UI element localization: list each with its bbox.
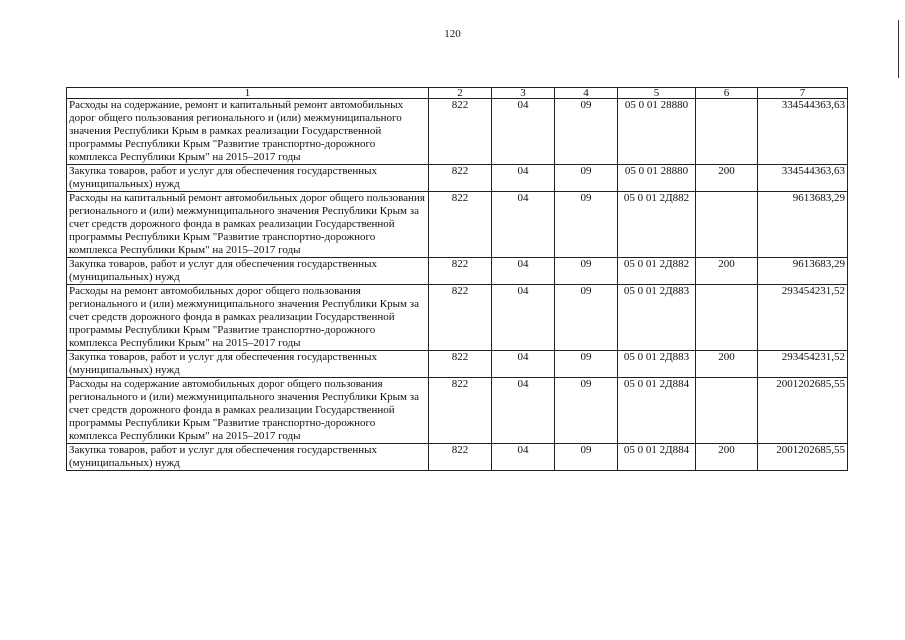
row-target-article: 05 0 01 2Д882 [618, 192, 696, 258]
row-target-article: 05 0 01 2Д883 [618, 351, 696, 378]
row-amount: 9613683,29 [758, 192, 848, 258]
row-section: 04 [492, 99, 555, 165]
row-amount: 334544363,63 [758, 165, 848, 192]
row-amount: 9613683,29 [758, 258, 848, 285]
row-description: Расходы на ремонт автомобильных дорог общего пользования регионального и (или) межмуниципального значения Республики Крым за счет средств дорожного фонда в рамках реализации Государственной программы Республики Крым "Развитие транспортно-дорожного комплекса Республики Крым" на 2015–2017 годы [67, 285, 429, 351]
row-amount: 2001202685,55 [758, 444, 848, 471]
table-row [67, 378, 848, 444]
row-expense-type: 200 [696, 258, 758, 285]
row-description: Расходы на содержание, ремонт и капитальный ремонт автомобильных дорог общего пользования регионального и (или) межмуниципального значения Республики Крым в рамках реализации Государственной программы Республики Крым "Развитие транспортно-дорожного комплекса Республики Крым" на 2015–2017 годы [67, 99, 429, 165]
header-cell: 5 [618, 88, 696, 99]
row-target-article: 05 0 01 2Д882 [618, 258, 696, 285]
header-cell: 6 [696, 88, 758, 99]
row-subsection: 09 [555, 192, 618, 258]
row-subsection: 09 [555, 444, 618, 471]
table-body [67, 99, 848, 471]
row-ministry: 822 [429, 99, 492, 165]
table-row [67, 165, 848, 192]
row-description: Расходы на содержание автомобильных дорог общего пользования регионального и (или) межмуниципального значения Республики Крым за счет средств дорожного фонда в рамках реализации Государственной программы Республики Крым "Развитие транспортно-дорожного комплекса Республики Крым" на 2015–2017 годы [67, 378, 429, 444]
row-expense-type [696, 285, 758, 351]
header-row [67, 88, 848, 99]
row-expense-type: 200 [696, 444, 758, 471]
budget-table [66, 87, 848, 471]
row-section: 04 [492, 351, 555, 378]
header-cell: 2 [429, 88, 492, 99]
row-section: 04 [492, 192, 555, 258]
row-ministry: 822 [429, 351, 492, 378]
row-amount: 293454231,52 [758, 285, 848, 351]
row-subsection: 09 [555, 285, 618, 351]
row-subsection: 09 [555, 99, 618, 165]
page-edge-mark [898, 20, 899, 78]
row-expense-type: 200 [696, 351, 758, 378]
row-expense-type [696, 378, 758, 444]
table-row [67, 192, 848, 258]
row-section: 04 [492, 285, 555, 351]
row-ministry: 822 [429, 258, 492, 285]
row-expense-type [696, 99, 758, 165]
row-expense-type: 200 [696, 165, 758, 192]
page-number: 120 [444, 28, 461, 40]
row-section: 04 [492, 444, 555, 471]
row-description: Закупка товаров, работ и услуг для обеспечения государственных (муниципальных) нужд [67, 444, 429, 471]
row-amount: 2001202685,55 [758, 378, 848, 444]
row-ministry: 822 [429, 444, 492, 471]
table-row [67, 99, 848, 165]
table-row [67, 258, 848, 285]
row-target-article: 05 0 01 2Д884 [618, 444, 696, 471]
row-target-article: 05 0 01 28880 [618, 165, 696, 192]
row-description: Расходы на капитальный ремонт автомобильных дорог общего пользования регионального и (или) межмуниципального значения Республики Крым за счет средств дорожного фонда в рамках реализации Государственной программы Республики Крым "Развитие транспортно-дорожного комплекса Республики Крым" на 2015–2017 годы [67, 192, 429, 258]
row-target-article: 05 0 01 2Д883 [618, 285, 696, 351]
row-section: 04 [492, 378, 555, 444]
row-ministry: 822 [429, 378, 492, 444]
row-subsection: 09 [555, 378, 618, 444]
row-ministry: 822 [429, 192, 492, 258]
table-row [67, 351, 848, 378]
header-cell: 7 [758, 88, 848, 99]
header-cell: 1 [67, 88, 429, 99]
row-section: 04 [492, 165, 555, 192]
table-row [67, 285, 848, 351]
row-target-article: 05 0 01 28880 [618, 99, 696, 165]
row-description: Закупка товаров, работ и услуг для обеспечения государственных (муниципальных) нужд [67, 165, 429, 192]
row-description: Закупка товаров, работ и услуг для обеспечения государственных (муниципальных) нужд [67, 351, 429, 378]
row-ministry: 822 [429, 165, 492, 192]
row-ministry: 822 [429, 285, 492, 351]
row-subsection: 09 [555, 165, 618, 192]
row-section: 04 [492, 258, 555, 285]
row-target-article: 05 0 01 2Д884 [618, 378, 696, 444]
row-expense-type [696, 192, 758, 258]
row-amount: 293454231,52 [758, 351, 848, 378]
row-amount: 334544363,63 [758, 99, 848, 165]
table-row [67, 444, 848, 471]
row-subsection: 09 [555, 258, 618, 285]
row-subsection: 09 [555, 351, 618, 378]
row-description: Закупка товаров, работ и услуг для обеспечения государственных (муниципальных) нужд [67, 258, 429, 285]
header-cell: 3 [492, 88, 555, 99]
header-cell: 4 [555, 88, 618, 99]
